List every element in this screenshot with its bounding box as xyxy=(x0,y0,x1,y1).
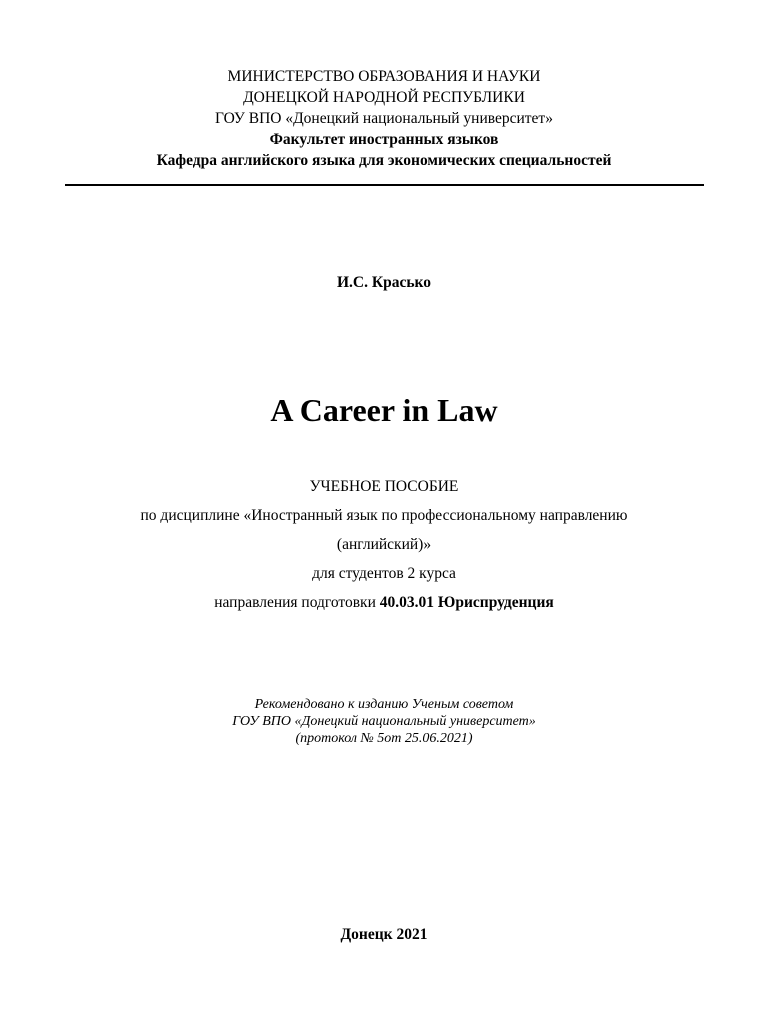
recommendation-line-2: ГОУ ВПО «Донецкий национальный университет» xyxy=(232,714,536,729)
direction-prefix: направления подготовки xyxy=(214,594,380,611)
place-and-year: Донецк 2021 xyxy=(340,926,428,943)
department-line: Кафедра английского языка для экономических специальностей xyxy=(156,152,612,169)
recommendation-line-1: Рекомендовано к изданию Ученым советом xyxy=(254,697,514,712)
ministry-line: МИНИСТЕРСТВО ОБРАЗОВАНИЯ И НАУКИ xyxy=(227,68,541,85)
direction-line xyxy=(0,588,768,617)
publication-type: УЧЕБНОЕ ПОСОБИЕ xyxy=(309,478,459,495)
faculty-line: Факультет иностранных языков xyxy=(269,131,499,148)
institution-header xyxy=(0,66,768,171)
author-name: И.С. Красько xyxy=(336,274,432,291)
book-subtitle xyxy=(0,472,768,617)
header-divider xyxy=(65,184,704,186)
recommendation-line-3: (протокол № 5от 25.06.2021) xyxy=(295,731,473,746)
university-line: ГОУ ВПО «Донецкий национальный университет» xyxy=(215,110,553,127)
recommendation-block xyxy=(0,696,768,747)
audience-line: для студентов 2 курса xyxy=(312,565,456,582)
book-title: A Career in Law xyxy=(270,392,498,428)
republic-line: ДОНЕЦКОЙ НАРОДНОЙ РЕСПУБЛИКИ xyxy=(243,89,525,106)
discipline-line-1: по дисциплине «Иностранный язык по профессиональному направлению xyxy=(140,507,628,524)
direction-code: 40.03.01 Юриспруденция xyxy=(379,594,554,611)
discipline-line-2: (английский)» xyxy=(336,536,432,553)
